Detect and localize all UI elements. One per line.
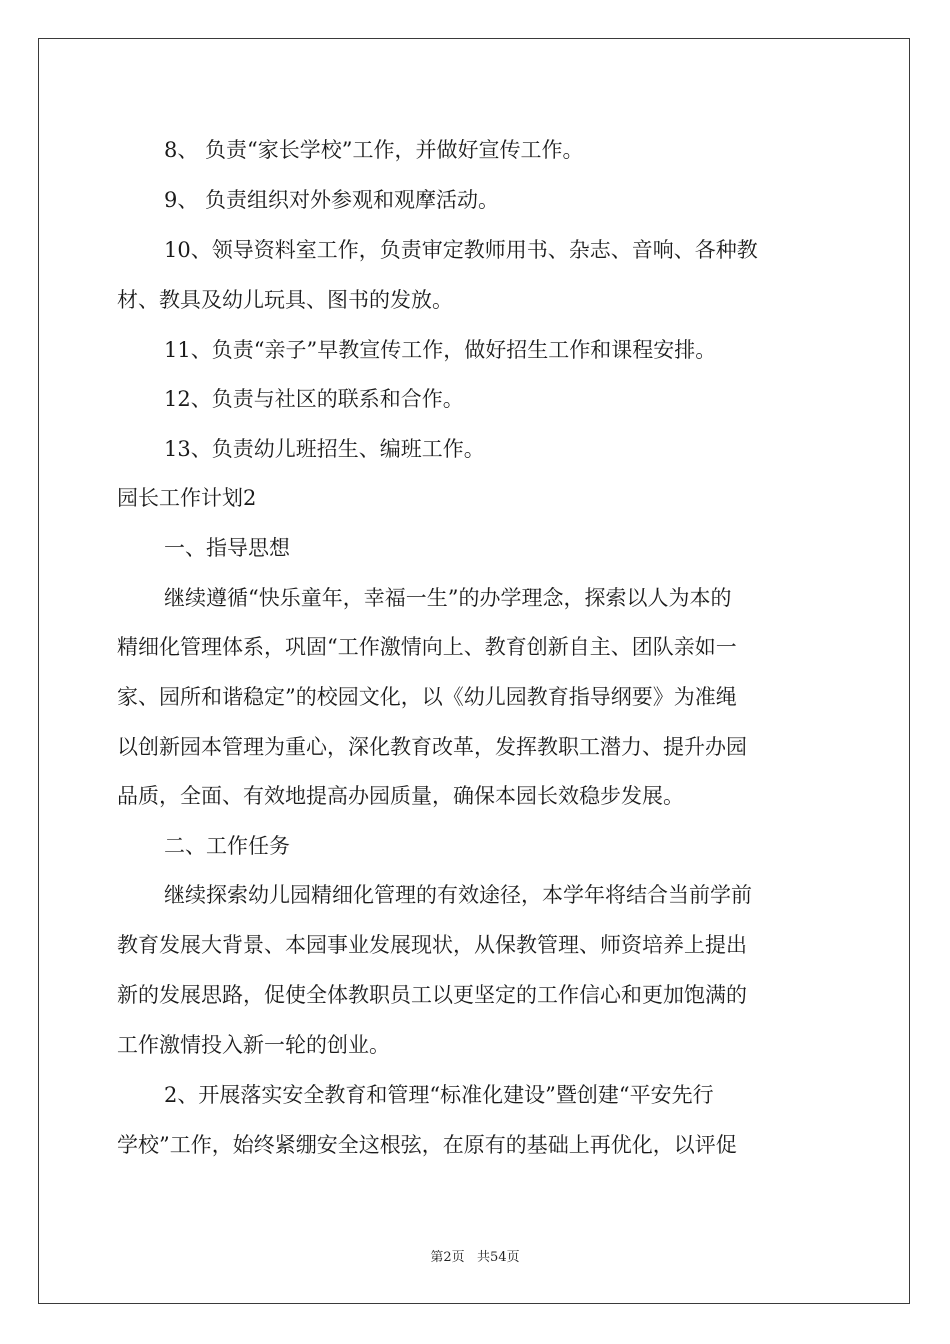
text-line: 教育发展大背景、本园事业发展现状，从保教管理、师资培养上提出 xyxy=(117,933,747,957)
text-line: 工作激情投入新一轮的创业。 xyxy=(117,1033,390,1057)
text-line: 以创新园本管理为重心，深化教育改革，发挥教职工潜力、提升办园 xyxy=(117,735,747,759)
text-line: 13、负责幼儿班招生、编班工作。 xyxy=(164,437,485,461)
subsection-heading: 一、指导思想 xyxy=(164,536,290,560)
text-line: 10、领导资料室工作，负责审定教师用书、杂志、音响、各种教 xyxy=(164,238,758,262)
text-line: 学校”工作，始终紧绷安全这根弦，在原有的基础上再优化，以评促 xyxy=(117,1133,737,1157)
text-line: 11、负责“亲子”早教宣传工作，做好招生工作和课程安排。 xyxy=(164,338,717,362)
subsection-heading: 二、工作任务 xyxy=(164,834,290,858)
page-border xyxy=(38,38,910,1304)
page-number-footer: 第2页 共54页 xyxy=(430,1250,520,1265)
section-heading: 园长工作计划2 xyxy=(117,486,257,510)
text-line: 家、园所和谐稳定”的校园文化，以《幼儿园教育指导纲要》为准绳 xyxy=(117,685,737,709)
text-line: 8、 负责“家长学校”工作，并做好宣传工作。 xyxy=(164,138,584,162)
text-line: 材、教具及幼儿玩具、图书的发放。 xyxy=(117,288,453,312)
text-line: 继续遵循“快乐童年，幸福一生”的办学理念，探索以人为本的 xyxy=(164,586,732,610)
text-line: 品质，全面、有效地提高办园质量，确保本园长效稳步发展。 xyxy=(117,784,684,808)
text-line: 精细化管理体系，巩固“工作激情向上、教育创新自主、团队亲如一 xyxy=(117,635,737,659)
text-line: 2、开展落实安全教育和管理“标准化建设”暨创建“平安先行 xyxy=(164,1083,714,1107)
text-line: 新的发展思路，促使全体教职员工以更坚定的工作信心和更加饱满的 xyxy=(117,983,747,1007)
text-line: 9、 负责组织对外参观和观摩活动。 xyxy=(164,188,500,212)
text-line: 继续探索幼儿园精细化管理的有效途径，本学年将结合当前学前 xyxy=(164,883,752,907)
text-line: 12、负责与社区的联系和合作。 xyxy=(164,387,464,411)
